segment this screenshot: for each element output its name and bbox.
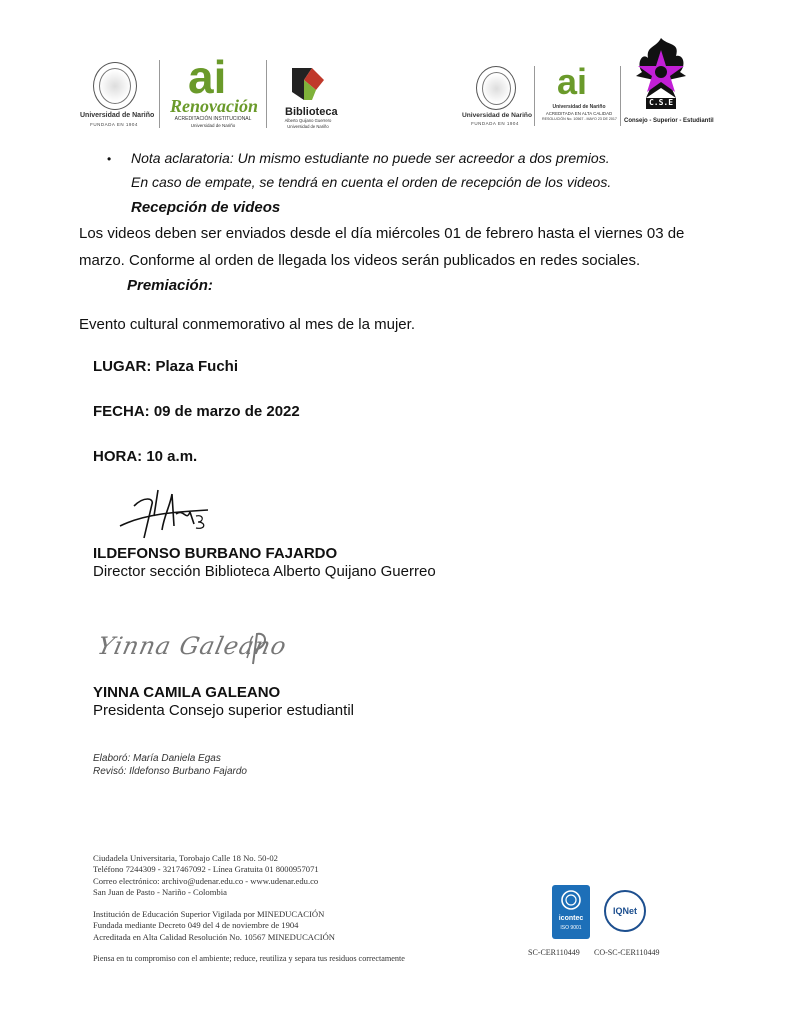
prepared-by: Elaboró: María Daniela Egas bbox=[93, 753, 221, 764]
cert-code-2: CO-SC-CER110449 bbox=[594, 948, 660, 957]
icontec-iso: ISO 9001 bbox=[560, 925, 582, 931]
iqnet-logo bbox=[604, 890, 646, 932]
handwritten-signature-1 bbox=[114, 486, 214, 546]
reception-line-2: marzo. Conforme al orden de llegada los videos serán publicados en redes sociales. bbox=[79, 252, 641, 269]
event-description: Evento cultural conmemorativo al mes de la mujer. bbox=[79, 316, 415, 333]
footer-email: Correo electrónico: archivo@udenar.edu.co - www.udenar.edu.co bbox=[93, 875, 319, 886]
icontec-swirl-icon bbox=[552, 885, 590, 915]
right-ai-caption: ACREDITADA EN ALTA CALIDAD bbox=[545, 111, 613, 116]
biblioteca-logo-icon bbox=[284, 64, 332, 104]
signatory-1-role: Director sección Biblioteca Alberto Quijano Guerreo bbox=[93, 563, 436, 580]
header-divider bbox=[620, 66, 621, 126]
footer-address: Ciudadela Universitaria, Torobajo Calle 18 No. 50-02 bbox=[93, 853, 278, 863]
event-date: FECHA: 09 de marzo de 2022 bbox=[93, 403, 300, 420]
reception-heading: Recepción de videos bbox=[131, 199, 281, 216]
signatory-2-role: Presidenta Consejo superior estudiantil bbox=[93, 702, 354, 719]
renovacion-university: Universidad de Nariño bbox=[190, 123, 236, 128]
cse-logo-text: C.S.E bbox=[648, 98, 674, 107]
icontec-label: icontec bbox=[558, 915, 584, 922]
biblioteca-university: Universidad de Nariño bbox=[287, 124, 329, 129]
footer-institution bbox=[93, 909, 335, 943]
biblioteca-title: Biblioteca bbox=[285, 106, 338, 118]
cert-code-1: SC-CER110449 bbox=[528, 948, 580, 957]
event-time: HORA: 10 a.m. bbox=[93, 448, 198, 465]
footer-inst-1: Institución de Educación Superior Vigilada por MINEDUCACIÓN bbox=[93, 909, 325, 919]
left-university-founded: FUNDADA EN 1904 bbox=[90, 122, 138, 127]
event-place: LUGAR: Plaza Fuchi bbox=[93, 358, 239, 375]
university-seal-logo bbox=[93, 62, 137, 110]
right-university-name: Universidad de Nariño bbox=[462, 112, 532, 119]
footer-inst-3: Acreditada en Alta Calidad Resolución No. 10567 MINEDUCACIÓN bbox=[93, 931, 336, 942]
university-seal-logo bbox=[476, 66, 516, 110]
award-heading: Premiación: bbox=[127, 277, 213, 294]
renovacion-title: Renovación bbox=[170, 96, 258, 116]
handwritten-signature-2: Yinna Galeano bbox=[95, 632, 290, 660]
note-line-1: Nota aclaratoria: Un mismo estudiante no puede ser acreedor a dos premios. bbox=[131, 150, 610, 166]
right-university-founded: FUNDADA EN 1904 bbox=[471, 121, 519, 126]
reception-line-1: Los videos deben ser enviados desde el día miércoles 01 de febrero hasta el viernes 03 de bbox=[79, 225, 685, 242]
left-university-name: Universidad de Nariño bbox=[80, 112, 155, 119]
icontec-logo bbox=[552, 885, 590, 939]
header-divider bbox=[159, 60, 160, 128]
note-line-2: En caso de empate, se tendrá en cuenta el orden de recepción de los videos. bbox=[131, 174, 612, 190]
right-ai-university: Universidad de Nariño bbox=[552, 104, 606, 110]
footer-eco-message: Piensa en tu compromiso con el ambiente; reduce, reutiliza y separa tus residuos correctamente bbox=[93, 954, 405, 963]
signatory-2-name: YINNA CAMILA GALEANO bbox=[93, 684, 281, 701]
footer-city: San Juan de Pasto - Nariño - Colombia bbox=[93, 887, 227, 898]
iqnet-label: IQNet bbox=[612, 906, 637, 916]
signatory-1-name: ILDEFONSO BURBANO FAJARDO bbox=[93, 545, 338, 562]
signature-flourish-icon bbox=[243, 628, 271, 668]
note-bullet: • bbox=[107, 152, 112, 166]
footer-phone: Teléfono 7244309 - 3217467092 - Línea Gratuita 01 8000957071 bbox=[93, 864, 319, 875]
cse-caption: Consejo - Superior - Estudiantil bbox=[624, 118, 714, 124]
footer-inst-2: Fundada mediante Decreto 049 del 4 de noviembre de 1904 bbox=[93, 920, 299, 931]
acreditacion-ai-logo: ai bbox=[557, 61, 588, 102]
header-divider bbox=[266, 60, 267, 128]
biblioteca-subtitle: Alberto Quijano Guerrero bbox=[284, 118, 332, 123]
renovacion-subtitle: ACREDITACIÓN INSTITUCIONAL bbox=[174, 116, 252, 122]
reviewed-by: Revisó: Ildefonso Burbano Fajardo bbox=[93, 766, 247, 777]
right-ai-resolution: RESOLUCIÓN No. 10567 - MAYO 23 DE 2017 bbox=[542, 117, 617, 121]
renovacion-ai-logo: ai bbox=[188, 51, 227, 103]
header-divider bbox=[534, 66, 535, 126]
footer-contact bbox=[93, 853, 319, 899]
